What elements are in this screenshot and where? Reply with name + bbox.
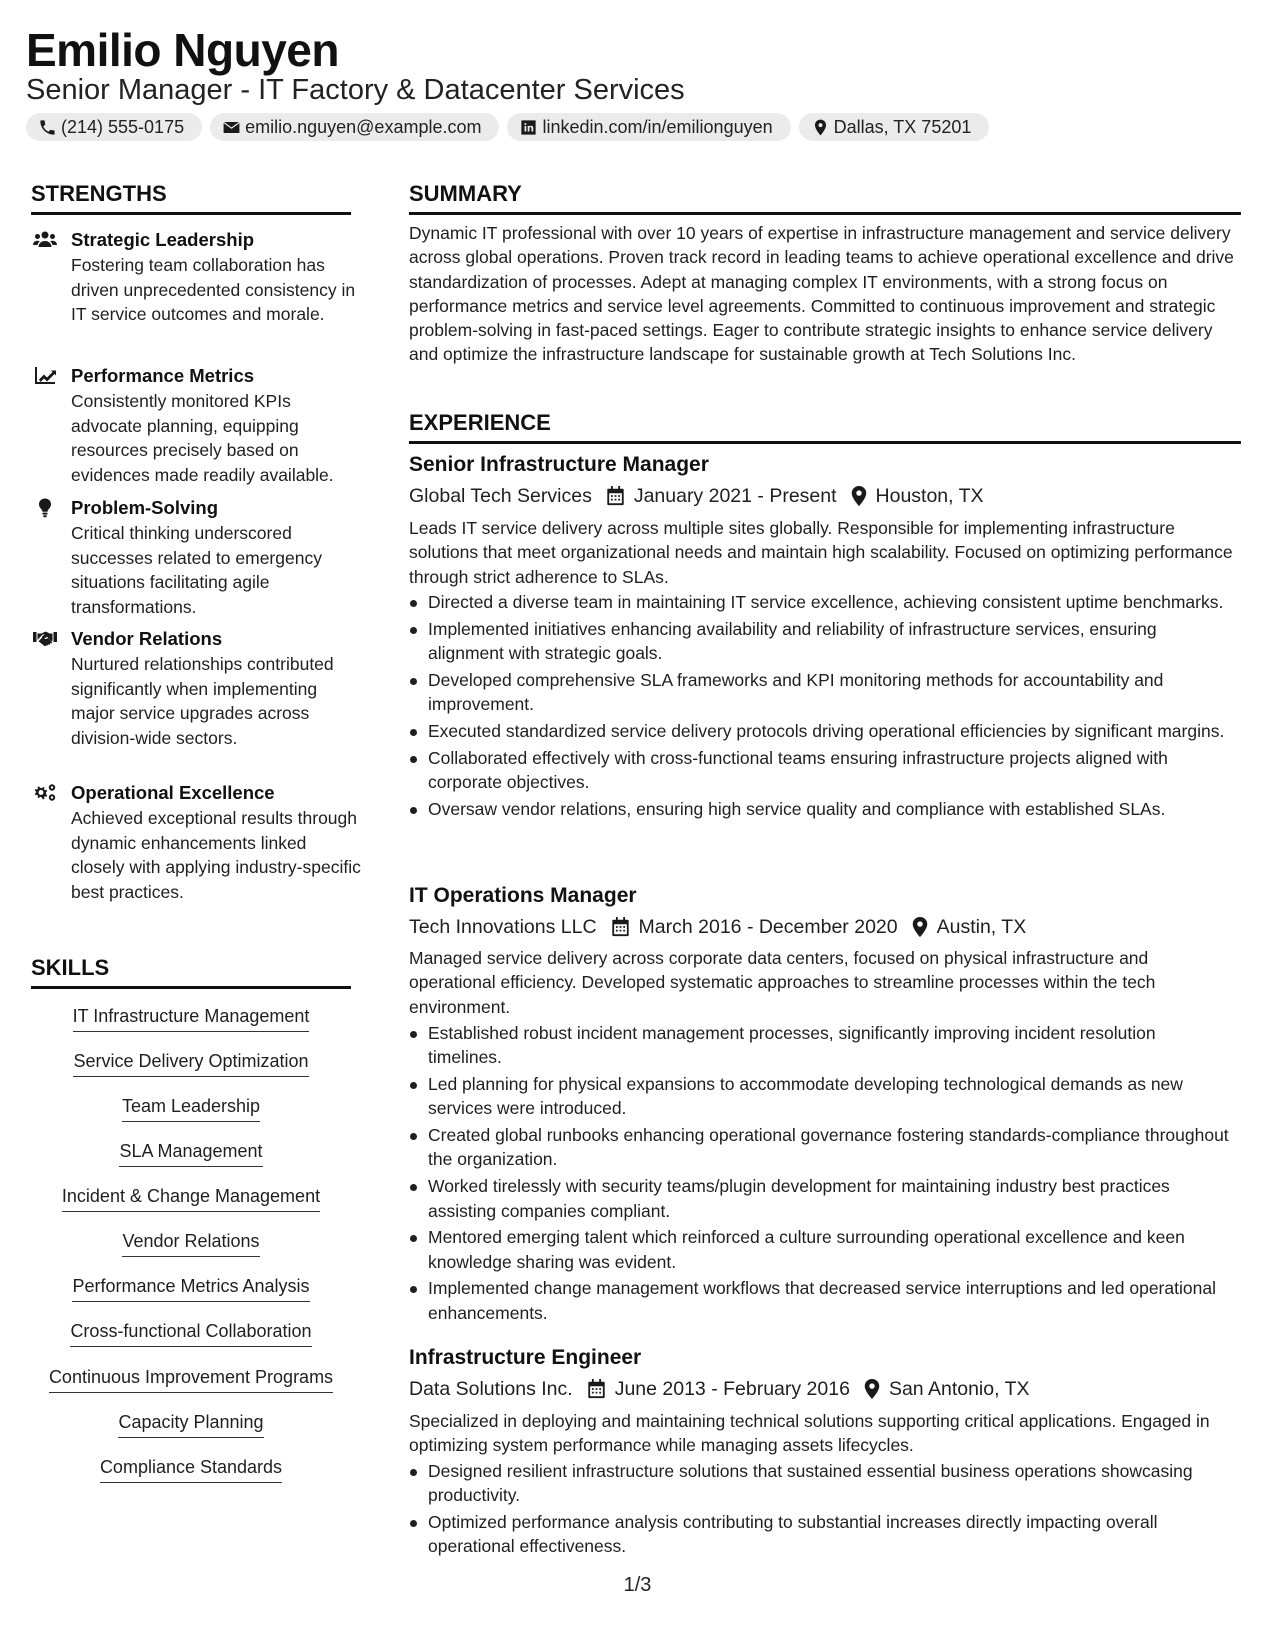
strength-description: Fostering team collaboration has driven unprecedented consistency in IT service outcomes and morale.: [71, 255, 356, 324]
map-pin-icon: [811, 118, 830, 137]
strength-title: Performance Metrics: [71, 365, 255, 386]
contact-email[interactable]: [210, 113, 499, 141]
strength-description: Consistently monitored KPIs advocate planning, equipping resources precisely based on evidences made readily available.: [71, 391, 334, 485]
list-item: Worked tirelessly with security teams/plugin development for maintaining industry best practices assisting companies compliant.: [409, 1174, 1234, 1223]
experience-heading: EXPERIENCE: [409, 410, 551, 435]
skill-tag: [31, 1003, 351, 1032]
calendar-icon: [606, 486, 625, 506]
summary-divider: [409, 212, 1241, 215]
job-dates: June 2013 - February 2016: [614, 1378, 850, 1400]
job-summary: Specialized in deploying and maintaining technical solutions supporting critical applications. Engaged in optimizing system performance while managing assets lifecycles.: [409, 1411, 1210, 1456]
job-summary: Leads IT service delivery across multiple sites globally. Responsible for implementing infrastructure solutions that meet organizational needs and maintain high scalability. Focused on optimizing performance through strict adherence to SLAs.: [409, 518, 1233, 587]
list-item: Oversaw vendor relations, ensuring high service quality and compliance with established SLAs.: [409, 797, 1234, 821]
skill-label: Performance Metrics Analysis: [72, 1273, 309, 1302]
job-bullets: [409, 1021, 1234, 1328]
skill-tag: [31, 1138, 351, 1167]
strength-title: Vendor Relations: [71, 628, 223, 649]
list-item: Led planning for physical expansions to accommodate developing technological demands as new services were introduced.: [409, 1072, 1234, 1121]
strength-description: Nurtured relationships contributed significantly when implementing major service upgrades across division-wide sectors.: [71, 654, 334, 748]
chart-line-icon: [33, 366, 57, 386]
list-item: Mentored emerging talent which reinforced a culture surrounding operational excellence and keen knowledge sharing was evident.: [409, 1225, 1234, 1274]
page-number: 1/3: [623, 1574, 652, 1596]
list-item: Collaborated effectively with cross-functional teams ensuring infrastructure projects aligned with corporate objectives.: [409, 746, 1234, 795]
skills-heading: SKILLS: [31, 955, 110, 980]
gears-icon: [33, 783, 57, 803]
list-item: Implemented initiatives enhancing availability and reliability of infrastructure services, ensuring alignment with strategic goals.: [409, 617, 1234, 666]
skill-tag: [31, 1048, 351, 1077]
job-title: IT Operations Manager: [409, 884, 637, 907]
skill-tag: [31, 1318, 351, 1347]
job-meta: [409, 482, 984, 510]
phone-text: (214) 555-0175: [61, 116, 185, 137]
envelope-icon: [222, 118, 241, 137]
linkedin-icon: [519, 118, 538, 137]
skill-label: Capacity Planning: [118, 1409, 263, 1438]
contact-linkedin[interactable]: [507, 113, 790, 141]
strengths-heading: STRENGTHS: [31, 181, 167, 206]
skill-tag: [31, 1273, 351, 1302]
candidate-title: Senior Manager - IT Factory & Datacenter Services: [26, 74, 685, 106]
list-item: Created global runbooks enhancing operational governance fostering standards-compliance throughout the organization.: [409, 1123, 1234, 1172]
job-title: Infrastructure Engineer: [409, 1346, 642, 1369]
strength-title: Operational Excellence: [71, 782, 275, 803]
contact-phone[interactable]: [26, 113, 202, 141]
users-icon: [33, 230, 57, 250]
contact-bar: [26, 113, 989, 143]
skill-tag: [31, 1364, 351, 1393]
calendar-icon: [587, 1379, 606, 1399]
skill-label: Vendor Relations: [122, 1228, 259, 1257]
location-text: Dallas, TX 75201: [833, 116, 972, 137]
skill-label: Cross-functional Collaboration: [70, 1318, 311, 1347]
skill-label: Compliance Standards: [100, 1454, 282, 1483]
list-item: Developed comprehensive SLA frameworks and KPI monitoring methods for accountability and improvement.: [409, 668, 1234, 717]
phone-icon: [38, 118, 57, 137]
experience-divider: [409, 441, 1241, 444]
skill-tag: [31, 1183, 351, 1212]
strength-description: Critical thinking underscored successes related to emergency situations facilitating agile transformations.: [71, 523, 322, 617]
skill-tag: [31, 1454, 351, 1483]
strengths-divider: [31, 212, 351, 215]
job-location: Austin, TX: [936, 916, 1027, 938]
strength-title: Problem-Solving: [71, 497, 218, 518]
skill-tag: [31, 1409, 351, 1438]
email-text: emilio.nguyen@example.com: [245, 116, 482, 137]
list-item: Directed a diverse team in maintaining IT service excellence, achieving consistent uptime benchmarks.: [409, 590, 1234, 614]
job-company: Global Tech Services: [409, 485, 592, 507]
job-dates: January 2021 - Present: [633, 485, 837, 507]
job-summary: Managed service delivery across corporate data centers, focused on physical infrastructure and operational efficiency. Developed systematic approaches to streamline processes within the tech environment.: [409, 948, 1156, 1017]
list-item: Implemented change management workflows that decreased service interruptions and led operational enhancements.: [409, 1276, 1234, 1325]
map-pin-icon: [864, 1379, 880, 1399]
job-dates: March 2016 - December 2020: [638, 916, 898, 938]
skill-label: SLA Management: [119, 1138, 262, 1167]
summary-text: Dynamic IT professional with over 10 years of expertise in infrastructure management and service delivery across global operations. Proven track record in leading teams to achieve operational excellence and drive standardization of processes. Adept at managing complex IT environments, with a strong focus on performance metrics and service level agreements. Committed to continuous improvement and strategic problem-solving in fast-paced settings. Eager to contribute strategic insights to enhance service delivery and optimize the infrastructure landscape for sustainable growth at Tech Solutions Inc.: [409, 223, 1234, 365]
handshake-icon: [33, 629, 57, 649]
job-location: San Antonio, TX: [888, 1378, 1030, 1400]
summary-heading: SUMMARY: [409, 181, 522, 206]
skill-tag: [31, 1228, 351, 1257]
candidate-name: Emilio Nguyen: [26, 24, 339, 76]
list-item: Executed standardized service delivery protocols driving operational efficiencies by significant margins.: [409, 719, 1234, 743]
strength-title: Strategic Leadership: [71, 229, 255, 250]
skill-label: Service Delivery Optimization: [73, 1048, 308, 1077]
job-company: Tech Innovations LLC: [409, 916, 597, 938]
job-location: Houston, TX: [875, 485, 984, 507]
job-bullets: [409, 590, 1234, 824]
skill-tag: [31, 1093, 351, 1122]
skill-label: Team Leadership: [122, 1093, 260, 1122]
map-pin-icon: [851, 486, 867, 506]
job-meta: [409, 913, 1026, 941]
list-item: Designed resilient infrastructure solutions that sustained essential business operations showcasing productivity.: [409, 1459, 1234, 1508]
skills-divider: [31, 986, 351, 989]
lightbulb-icon: [33, 498, 57, 518]
map-pin-icon: [912, 917, 928, 937]
calendar-icon: [611, 917, 630, 937]
skill-label: IT Infrastructure Management: [73, 1003, 310, 1032]
linkedin-text: linkedin.com/in/emilionguyen: [542, 116, 773, 137]
contact-location: [799, 113, 990, 141]
job-meta: [409, 1375, 1030, 1403]
skill-label: Continuous Improvement Programs: [49, 1364, 333, 1393]
job-bullets: [409, 1459, 1234, 1561]
skill-label: Incident & Change Management: [62, 1183, 320, 1212]
strength-description: Achieved exceptional results through dynamic enhancements linked closely with applying industry-specific best practices.: [71, 808, 361, 902]
list-item: Established robust incident management processes, significantly improving incident resolution timelines.: [409, 1021, 1234, 1070]
list-item: Optimized performance analysis contributing to substantial increases directly impacting overall operational effectiveness.: [409, 1510, 1234, 1559]
job-title: Senior Infrastructure Manager: [409, 453, 709, 476]
job-company: Data Solutions Inc.: [409, 1378, 573, 1400]
